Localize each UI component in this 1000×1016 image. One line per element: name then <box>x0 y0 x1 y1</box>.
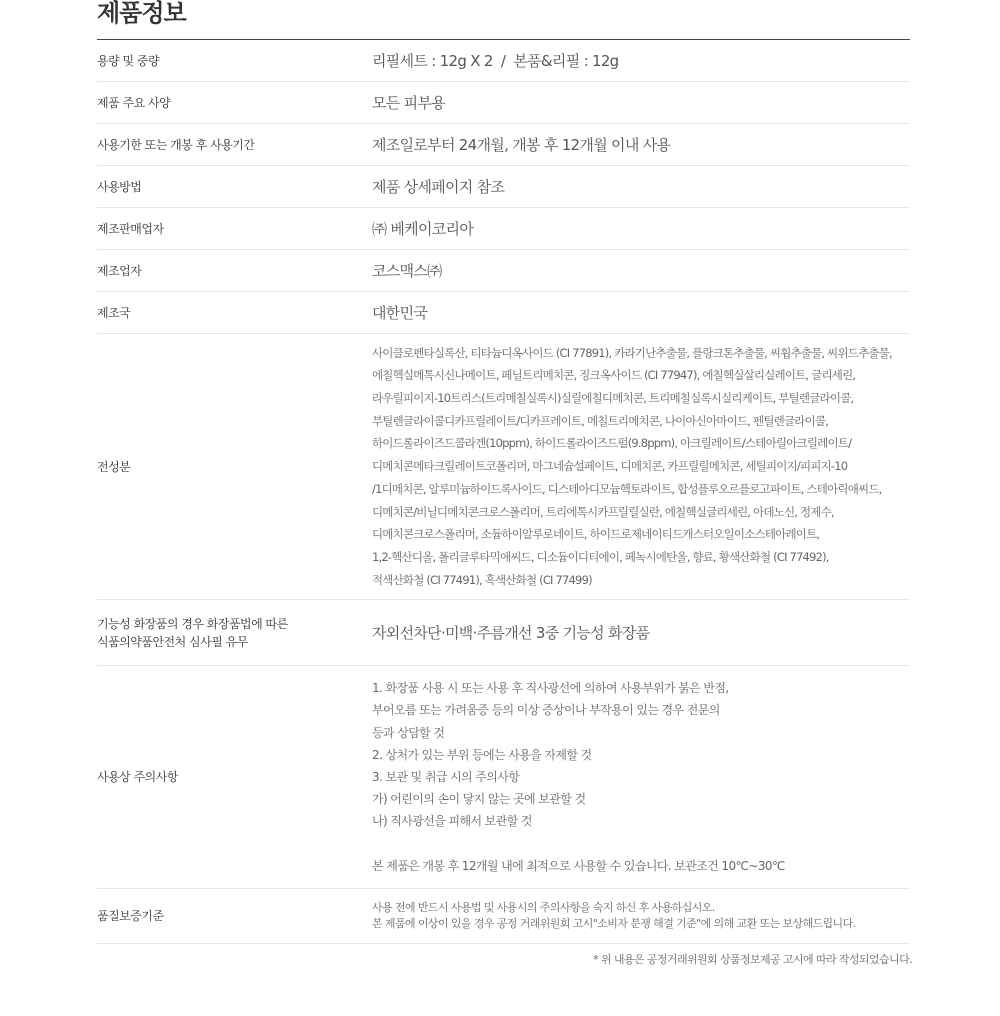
ingredients-list <box>372 342 910 592</box>
row-label: 제품 주요 사양 <box>97 95 171 110</box>
table-row <box>97 208 910 250</box>
row-value: 제품 상세페이지 참조 <box>372 178 505 196</box>
ingredient-line: 디메치콘/비닐디메치콘크로스폴리머, 트리에톡시카프릴릴실란, 에칠헥실글리세린, 아데노신, 정제수, <box>372 504 834 519</box>
ingredient-line: 1,2-헥산디올, 폴리글루타믹애씨드, 디소듐이디티에이, 페녹시에탄올, 향료, 황색산화철 (CI 77492), <box>372 549 829 564</box>
quality-line: 본 제품에 이상이 있을 경우 공정 거래위원회 고시"소비자 분쟁 해결 기준"에 의해 교환 또는 보상해드립니다. <box>372 917 856 930</box>
row-value: ㈜ 베케이코리아 <box>372 220 474 238</box>
caution-list <box>372 677 910 877</box>
row-label: 제조판매업자 <box>97 221 164 236</box>
table-row <box>97 166 910 208</box>
ingredient-line: /1디메치콘, 알루미늄하이드록사이드, 디스테아디모늄헥토라이트, 합성플루오르플로고파이트, 스테아릭애씨드, <box>372 481 882 496</box>
caution-line: 3. 보관 및 취급 시의 주의사항 <box>372 770 520 784</box>
row-value: 리필세트 : 12g X 2 / 본품&리필 : 12g <box>372 52 619 70</box>
ingredients-row <box>97 334 910 600</box>
row-label: 사용상 주의사항 <box>97 770 178 784</box>
table-row <box>97 124 910 166</box>
table-row <box>97 40 910 82</box>
table-row <box>97 292 910 334</box>
caution-line: 등과 상담할 것 <box>372 725 445 740</box>
quality-line: 사용 전에 반드시 사용법 및 사용시의 주의사항을 숙지 하신 후 사용하십시오. <box>372 901 715 914</box>
row-label: 전성분 <box>97 459 131 474</box>
ingredient-line: 디메치콘크로스폴리머, 소듐하이알루로네이트, 하이드로제네이티드캐스터오일이소스테아레이트, <box>372 527 820 542</box>
table-row <box>97 82 910 124</box>
product-info-table <box>97 40 910 944</box>
caution-line: 가) 어린이의 손이 닿지 않는 곳에 보관할 것 <box>372 792 586 807</box>
ingredient-line: 부틸렌글라이콜디카프릴레이트/디카프레이트, 메칠트리메치콘, 나이아신아마이드, 펜틸렌글라이콜, <box>372 413 829 428</box>
caution-line: 1. 화장품 사용 시 또는 사용 후 직사광선에 의하여 사용부위가 붉은 반점, <box>372 681 729 696</box>
row-label: 사용기한 또는 개봉 후 사용기간 <box>97 137 255 152</box>
caution-note: 본 제품은 개봉 후 12개월 내에 최적으로 사용할 수 있습니다. 보관조건 10℃~30℃ <box>372 858 785 873</box>
caution-line: 부어오름 또는 가려움증 등의 이상 증상이나 부작용이 있는 경우 전문의 <box>372 703 720 718</box>
label-line: 기능성 화장품의 경우 화장품법에 따른 <box>97 616 288 631</box>
row-value: 코스맥스㈜ <box>372 262 442 280</box>
footnote: * 위 내용은 공정거래위원회 상품정보제공 고시에 따라 작성되었습니다. <box>593 953 912 966</box>
row-value: 모든 피부용 <box>372 94 446 112</box>
row-value: 제조일로부터 24개월, 개봉 후 12개월 이내 사용 <box>372 136 671 154</box>
row-label: 품질보증기준 <box>97 909 164 923</box>
caution-line: 나) 직사광선을 피해서 보관할 것 <box>372 814 532 829</box>
row-label: 제조국 <box>97 305 131 320</box>
caution-line: 2. 상처가 있는 부위 등에는 사용을 자제할 것 <box>372 747 592 762</box>
ingredient-line: 라우릴피이지-10트리스(트리메칠실록시)실릴에칠디메치콘, 트리메칠실록시실리케이트, 부틸렌글라이콜, <box>372 391 854 406</box>
functional-row <box>97 600 910 666</box>
ingredient-line: 디메치콘메타크릴레이트코폴리머, 마그네슘설페이트, 디메치콘, 카프릴릴메치콘, 세틸피이지/피피지-10 <box>372 459 848 474</box>
label-line: 식품의약품안전처 심사필 유무 <box>97 634 248 649</box>
row-label <box>97 615 372 651</box>
quality-row <box>97 889 910 944</box>
row-label: 제조업자 <box>97 263 142 278</box>
row-value: 대한민국 <box>372 304 428 322</box>
row-value: 자외선차단·미백·주름개선 3중 기능성 화장품 <box>372 624 650 642</box>
section-title: 제품정보 <box>97 0 186 27</box>
ingredient-line: 에칠헥실메톡시신나메이트, 페닐트리메치콘, 징크옥사이드 (CI 77947), 에칠헥실살리실레이트, 글리세린, <box>372 368 856 383</box>
spacer <box>372 833 910 855</box>
row-label: 용량 및 중량 <box>97 53 160 68</box>
quality-text <box>372 900 910 932</box>
row-label: 사용방법 <box>97 179 142 194</box>
ingredient-line: 사이클로펜타실록산, 티타늄디옥사이드 (CI 77891), 카라기난추출물, 플랑크톤추출물, 씨휩추출물, 씨위드추출물, <box>372 345 892 360</box>
table-row <box>97 250 910 292</box>
ingredient-line: 하이드롤라이즈드콜라겐(10ppm), 하이드롤라이즈드펄(9.8ppm), 아크릴레이트/스테아릴아크릴레이트/ <box>372 436 852 451</box>
caution-row <box>97 666 910 889</box>
ingredient-line: 적색산화철 (CI 77491), 흑색산화철 (CI 77499) <box>372 572 592 587</box>
